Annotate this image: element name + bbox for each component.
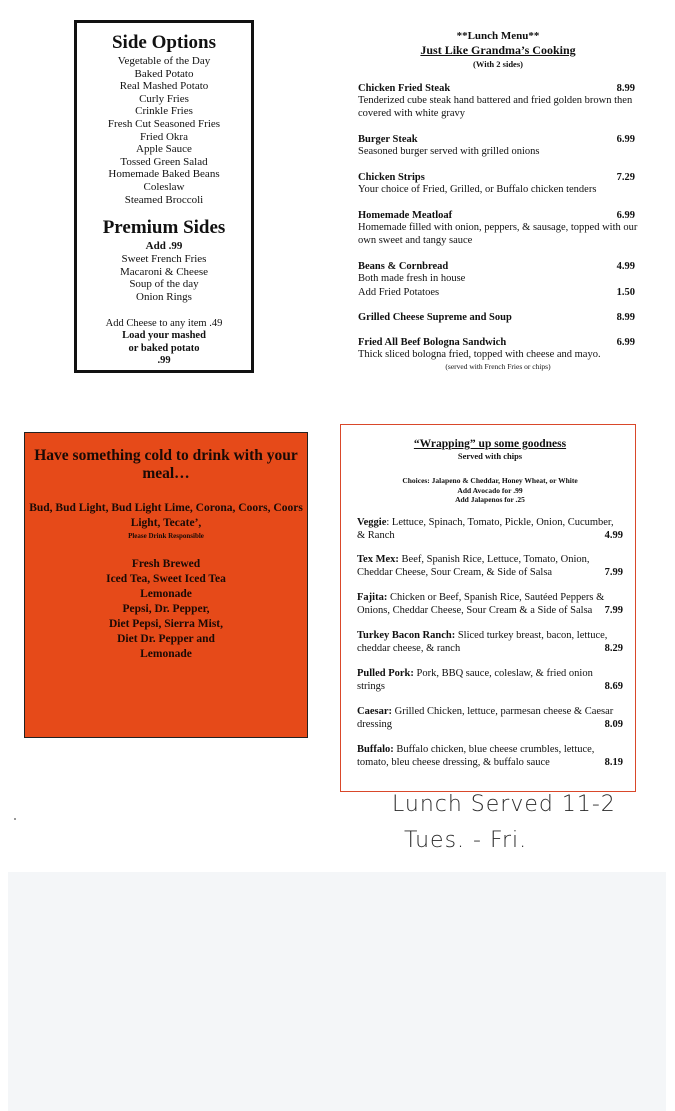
drink-line: Diet Dr. Pepper and	[117, 633, 215, 645]
drink-line: Pepsi, Dr. Pepper,	[122, 603, 210, 615]
side-item: Homemade Baked Beans	[108, 168, 220, 181]
side-item: Vegetable of the Day	[117, 55, 211, 67]
lunch-menu-title: **Lunch Menu**	[456, 30, 540, 42]
add-cheese-note: Add Cheese to any item .49	[105, 317, 223, 329]
wrap-name: Fajita:	[357, 592, 388, 603]
lunch-item	[358, 82, 638, 120]
premium-price: Add .99	[145, 240, 183, 253]
lunch-menu-note: (With 2 sides)	[473, 59, 523, 69]
other-drinks-list	[25, 557, 307, 662]
wrap-description: Chicken or Beef, Spanish Rice, Sautéed Peppers & Onions, Cheddar Cheese, Sour Cream & a Side of Salsa	[357, 592, 605, 616]
wrap-name: Veggie	[357, 517, 387, 528]
wrap-description: Grilled Chicken, lettuce, parmesan cheese & Caesar dressing	[357, 706, 614, 730]
wraps-title: “Wrapping” up some goodness	[413, 438, 567, 450]
wraps-box	[340, 424, 636, 792]
item-price: 7.29	[616, 172, 635, 183]
wrap-choices-line: Choices: Jalapeno & Cheddar, Honey Wheat, or White	[402, 476, 578, 485]
wrap-name: Buffalo:	[357, 744, 394, 755]
wrap-price: 8.09	[604, 719, 623, 730]
side-item: Fresh Cut Seasoned Fries	[107, 117, 221, 130]
lunch-item	[358, 171, 638, 197]
lunch-item	[358, 133, 638, 159]
lunch-item	[358, 260, 638, 299]
wrap-item	[357, 591, 623, 617]
drink-line: Diet Pepsi, Sierra Mist,	[108, 618, 223, 630]
item-name: Burger Steak	[358, 134, 418, 145]
side-options-title: Side Options	[111, 32, 216, 53]
wrap-item	[357, 629, 623, 655]
wrap-name: Turkey Bacon Ranch:	[357, 630, 456, 641]
drink-line: Lemonade	[140, 648, 192, 660]
wrap-description: Buffalo chicken, blue cheese crumbles, lettuce, tomato, bleu cheese dressing, & buffalo sauce	[357, 744, 595, 768]
item-name: Beans & Cornbread	[358, 261, 449, 272]
wrap-item	[357, 516, 623, 542]
premium-item: Onion Rings	[136, 290, 192, 303]
wraps-subtitle: Served with chips	[457, 451, 523, 461]
wrap-choices	[357, 476, 623, 505]
lunch-menu-subtitle: Just Like Grandma’s Cooking	[420, 43, 576, 57]
item-description: Both made fresh in house	[358, 273, 466, 284]
premium-item: Soup of the day	[129, 278, 199, 291]
wrap-name: Caesar:	[357, 706, 392, 717]
drinks-title: Have something cold to drink with your meal…	[34, 447, 298, 482]
add-avocado-line: Add Avocado for .99	[457, 485, 523, 495]
item-description: Thick sliced bologna fried, topped with cheese and mayo.	[358, 349, 601, 360]
wrap-name: Tex Mex:	[357, 554, 399, 565]
wrap-item	[357, 705, 623, 731]
wrap-description: Beef, Spanish Rice, Lettuce, Tomato, Onion, Cheddar Cheese, Sour Cream, & Side of Salsa	[357, 554, 590, 578]
side-item: Tossed Green Salad	[120, 155, 208, 168]
beer-list: Bud, Bud Light, Bud Light Lime, Corona, Coors, Coors Light, Tecate’,	[29, 502, 303, 529]
wrap-description: : Lettuce, Spinach, Tomato, Pickle, Onion, Cucumber, & Ranch	[357, 517, 614, 541]
add-jalapenos-line: Add Jalapenos for .25	[455, 495, 525, 504]
side-options-box	[74, 20, 254, 373]
item-price: 8.99	[616, 312, 635, 323]
side-item: Coleslaw	[143, 180, 185, 193]
wrap-name: Pulled Pork:	[357, 668, 414, 679]
drink-line: Fresh Brewed	[131, 558, 201, 570]
wrap-price: 7.99	[604, 567, 623, 578]
wrap-price: 7.99	[604, 605, 623, 616]
wrap-item	[357, 743, 623, 769]
wrap-description: Pork, BBQ sauce, coleslaw, & fried onion strings	[357, 668, 593, 692]
side-item: Apple Sauce	[136, 143, 192, 156]
wrap-item	[357, 553, 623, 579]
lunch-menu	[358, 30, 638, 371]
item-name: Homemade Meatloaf	[358, 210, 453, 221]
item-description: Tenderized cube steak hand battered and fried golden brown then covered with white gravy	[358, 95, 633, 119]
side-item: Real Mashed Potato	[119, 80, 209, 93]
side-item: Crinkle Fries	[135, 105, 193, 118]
wrap-item	[357, 667, 623, 693]
drinks-box	[24, 432, 308, 738]
lunch-header	[358, 30, 638, 70]
wrap-price: 8.29	[604, 643, 623, 654]
handwritten-lunch-hours: Lunch Served 11-2	[392, 792, 616, 817]
wraps-header	[357, 437, 623, 462]
drink-line: Iced Tea, Sweet Iced Tea	[106, 573, 226, 585]
side-item: Steamed Broccoli	[124, 193, 204, 206]
item-name: Chicken Fried Steak	[358, 83, 451, 94]
lunch-item	[358, 209, 638, 247]
lunch-item	[358, 311, 638, 324]
item-price: 4.99	[616, 261, 635, 272]
side-item: Baked Potato	[134, 67, 194, 80]
wrap-price: 4.99	[604, 530, 623, 541]
item-description: Your choice of Fried, Grilled, or Buffalo chicken tenders	[358, 184, 597, 195]
side-options-list	[77, 55, 251, 206]
drink-line: Lemonade	[140, 588, 192, 600]
item-price: 6.99	[616, 134, 635, 145]
item-addon-price: 1.50	[616, 286, 635, 298]
item-description: Seasoned burger served with grilled onions	[358, 146, 540, 157]
drink-responsibly-note: Please Drink Responsible	[128, 532, 204, 540]
load-potato-line1: Load your mashed	[122, 330, 206, 341]
item-description: Homemade filled with onion, peppers, & sausage, topped with our own sweet and tangy sauce	[358, 222, 638, 246]
item-note: (served with French Fries or chips)	[445, 361, 551, 371]
premium-item: Macaroni & Cheese	[120, 265, 208, 278]
wrap-price: 8.19	[604, 757, 623, 768]
side-item: Fried Okra	[140, 130, 188, 143]
item-price: 8.99	[616, 83, 635, 94]
item-name: Chicken Strips	[358, 172, 425, 183]
premium-sides-list	[77, 253, 251, 303]
item-name: Fried All Beef Bologna Sandwich	[358, 337, 507, 348]
item-price: 6.99	[616, 337, 635, 348]
blank-page-area	[8, 872, 666, 1111]
item-price: 6.99	[616, 210, 635, 221]
load-potato-price: .99	[157, 355, 171, 366]
load-potato-line2: or baked potato	[128, 342, 200, 354]
wrap-description: Sliced turkey breast, bacon, lettuce, cheddar cheese, & ranch	[357, 630, 608, 654]
wrap-price: 8.69	[604, 681, 623, 692]
side-item: Curly Fries	[139, 92, 189, 105]
premium-sides-title: Premium Sides	[102, 217, 226, 239]
speck	[14, 818, 16, 820]
handwritten-lunch-days: Tues. - Fri.	[404, 828, 528, 853]
premium-item: Sweet French Fries	[121, 253, 207, 266]
item-addon: Add Fried Potatoes	[358, 286, 440, 298]
lunch-item	[358, 336, 638, 372]
item-name: Grilled Cheese Supreme and Soup	[358, 312, 512, 323]
